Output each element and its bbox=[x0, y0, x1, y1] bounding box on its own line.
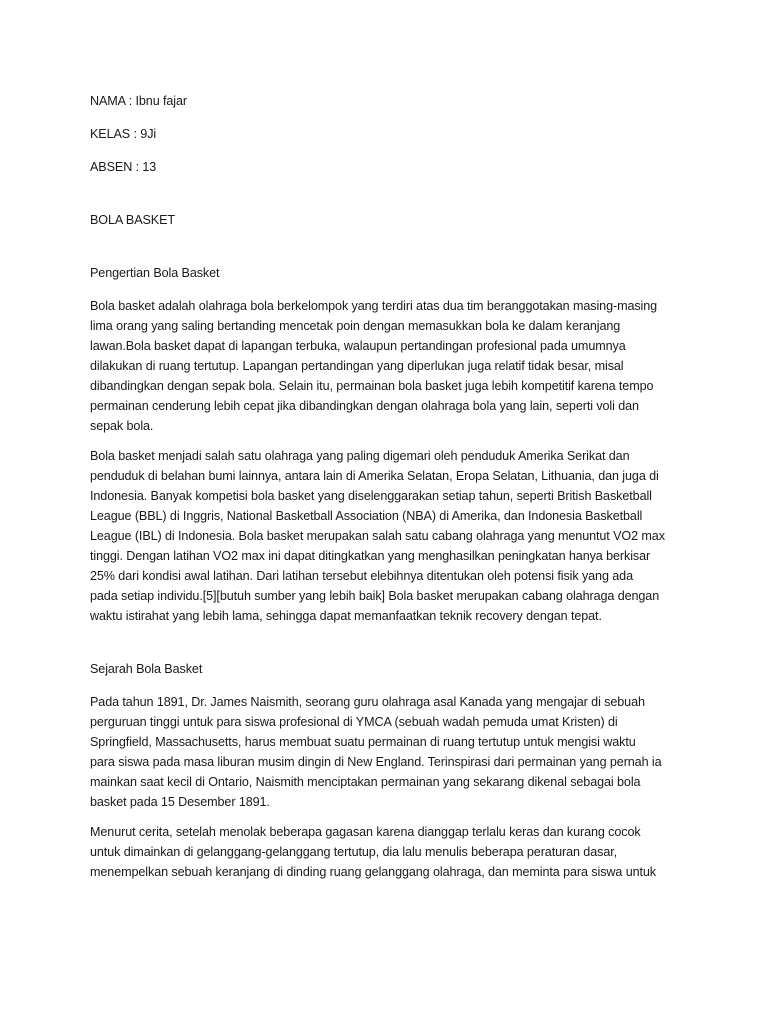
student-class: KELAS : 9Ji bbox=[90, 127, 157, 141]
section-heading-sejarah: Sejarah Bola Basket bbox=[90, 662, 203, 676]
paragraph: Menurut cerita, setelah menolak beberapa gagasan karena dianggap terlalu keras dan kurang cocok untuk dimainkan di gelanggang-gelanggang tertutup, dia lalu menulis beberapa peraturan dasar, menempelkan sebuah keranjang di dinding ruang gelanggang olahraga, dan meminta para siswa untuk bbox=[90, 825, 657, 879]
paragraph: Bola basket adalah olahraga bola berkelompok yang terdiri atas dua tim beranggotakan masing-masing lima orang yang saling bertanding mencetak poin dengan memasukkan bola ke dalam keranjang lawan.Bola basket dapat di lapangan terbuka, walaupun pertandingan profesional pada umumnya dilakukan di ruang tertutup. Lapangan pertandingan yang diperlukan juga relatif tidak besar, misal dibandingkan dengan sepak bola. Selain itu, permainan bola basket juga lebih kompetitif karena tempo permainan cenderung lebih cepat jika dibandingkan dengan olahraga bola yang lain, seperti voli dan sepak bola. bbox=[90, 299, 658, 433]
paragraph: Bola basket menjadi salah satu olahraga yang paling digemari oleh penduduk Amerika Serikat dan penduduk di belahan bumi lainnya, antara lain di Amerika Selatan, Eropa Selatan, Lithuania, dan juga di Indonesia. Banyak kompetisi bola basket yang diselenggarakan setiap tahun, seperti British Basketball League (BBL) di Inggris, National Basketball Association (NBA) di Amerika, dan Indonesia Basketball League (IBL) di Indonesia. Bola basket merupakan salah satu cabang olahraga yang menuntut VO2 max tinggi. Dengan latihan VO2 max ini dapat ditingkatkan yang menghasilkan peningkatan hanya berkisar 25% dari kondisi awal latihan. Dari latihan tersebut elebihnya ditentukan oleh potensi fisik yang ada pada setiap individu.[5][butuh sumber yang lebih baik] Bola basket merupakan cabang olahraga dengan waktu istirahat yang lebih lama, sehingga dapat memanfaatkan teknik recovery dengan tepat. bbox=[90, 449, 665, 623]
document-body bbox=[90, 91, 680, 882]
spacer bbox=[90, 230, 680, 263]
spacer bbox=[90, 177, 680, 210]
paragraph: Pada tahun 1891, Dr. James Naismith, seorang guru olahraga asal Kanada yang mengajar di sebuah perguruan tinggi untuk para siswa profesional di YMCA (sebuah wadah pemuda umat Kristen) di Springfield, Massachusetts, harus membuat suatu permainan di ruang tertutup untuk mengisi waktu para siswa pada masa liburan musim dingin di New England. Terinspirasi dari permainan yang pernah ia mainkan saat kecil di Ontario, Naismith menciptakan permainan yang sekarang dikenal sebagai bola basket pada 15 Desember 1891. bbox=[90, 695, 662, 809]
document-title: BOLA BASKET bbox=[90, 213, 175, 227]
student-name: NAMA : Ibnu fajar bbox=[90, 94, 187, 108]
spacer bbox=[90, 626, 680, 659]
student-number: ABSEN : 13 bbox=[90, 160, 157, 174]
section-heading-pengertian: Pengertian Bola Basket bbox=[90, 266, 220, 280]
